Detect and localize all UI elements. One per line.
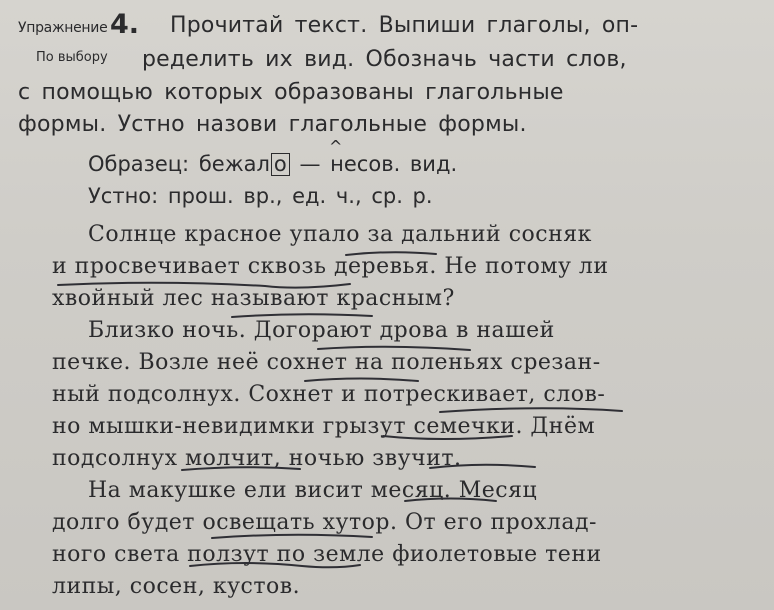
- underline-sokhnet-potreskivaet: [440, 408, 622, 412]
- underline-nazyvayut: [232, 314, 372, 317]
- suffix-arc-mark: ^: [329, 137, 343, 156]
- task-line-4: формы. Устно назови глагольные формы.: [18, 112, 527, 137]
- sample-word-stem: бежал: [198, 152, 270, 176]
- exercise-label: Упражнение: [18, 20, 108, 36]
- text-line-8: подсолнух молчит, ночью звучит.: [52, 446, 462, 471]
- text-line-2: и просвечивает сквозь деревья. Не потому ли: [52, 254, 609, 279]
- text-line-7: но мышки-невидимки грызут семечки. Днём: [52, 414, 596, 439]
- text-line-9: На макушке ели висит месяц. Месяц: [88, 478, 538, 503]
- task-line-2: ределить их вид. Обозначь части слов,: [142, 47, 627, 72]
- underline-osveshchat: [212, 535, 372, 538]
- text-line-10: долго будет освещать хутор. От его прохлад-: [52, 510, 597, 535]
- exercise-number: 4.: [110, 9, 140, 40]
- text-line-3: хвойный лес называют красным?: [52, 286, 455, 311]
- sample-word-ending: о: [271, 153, 290, 176]
- text-line-5: печке. Возле неё сохнет на поленьях срезан-: [52, 350, 601, 375]
- underline-sokhnet-1: [305, 379, 418, 382]
- sample-rest: — несов. вид.: [299, 152, 458, 176]
- text-line-11: ного света ползут по земле фиолетовые тени: [52, 542, 602, 567]
- text-line-1: Солнце красное упало за дальний сосняк: [88, 222, 592, 247]
- sample-line: [88, 152, 457, 176]
- text-line-4: Близко ночь. Догорают дрова в нашей: [88, 318, 555, 343]
- task-line-1: Прочитай текст. Выпиши глаголы, оп-: [170, 13, 639, 38]
- exercise-choice-note: По выбору: [36, 50, 108, 65]
- sample-label: Образец:: [88, 152, 190, 176]
- task-line-3: с помощью которых образованы глагольные: [18, 80, 564, 105]
- text-line-6: ный подсолнух. Сохнет и потрескивает, слов-: [52, 382, 606, 407]
- text-line-12: липы, сосен, кустов.: [52, 574, 301, 599]
- sample-oral-line: Устно: прош. вр., ед. ч., ср. р.: [88, 184, 433, 208]
